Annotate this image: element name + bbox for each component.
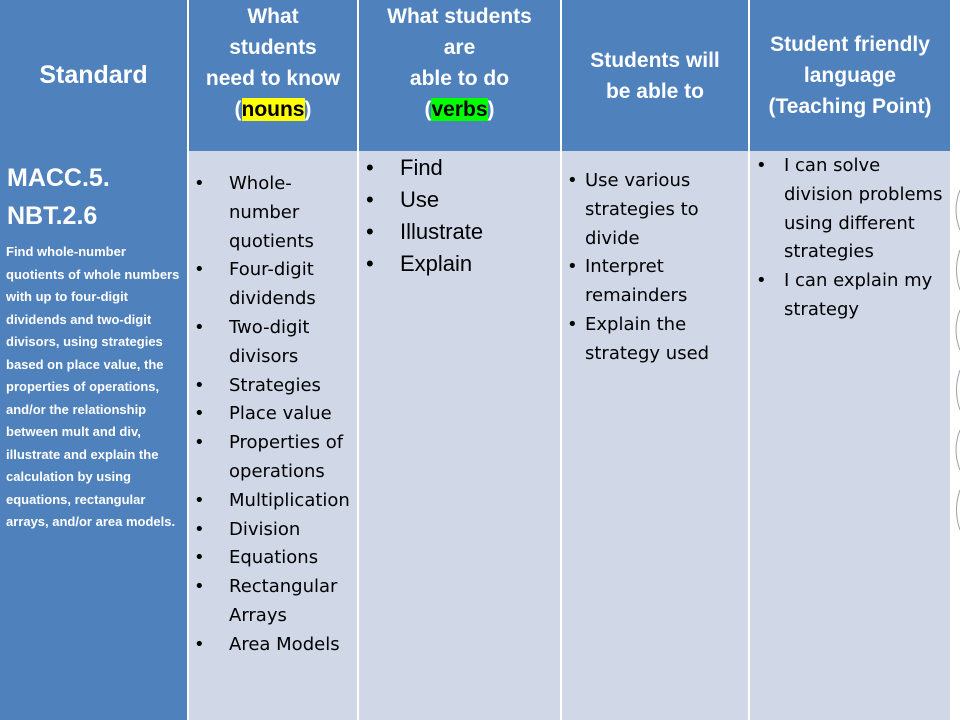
paren-open: (	[234, 97, 242, 121]
header-will-be-able-line1: Students will	[590, 48, 720, 72]
list-item: • Four-digit dividends	[229, 256, 353, 314]
nouns-cell	[189, 151, 357, 720]
header-student-friendly-line2: language	[803, 64, 897, 87]
header-need-to-know-line4	[206, 94, 340, 125]
paren-close: )	[304, 97, 312, 121]
verbs-highlight: verbs	[431, 97, 488, 121]
able-to-list	[585, 167, 745, 369]
list-item: • Properties of operations	[229, 429, 353, 487]
header-student-friendly-line3: (Teaching Point)	[768, 95, 932, 118]
verbs-cell	[359, 151, 560, 720]
paren-close: )	[487, 97, 495, 121]
list-item: • Strategies	[229, 372, 353, 401]
list-item: • Interpret remainders	[585, 253, 745, 311]
header-able-to-do-line2: are	[443, 35, 476, 59]
list-item: • I can explain my strategy	[784, 267, 946, 325]
header-able-to-do-line1: What students	[387, 4, 532, 28]
header-able-to-do-line4	[387, 94, 532, 125]
list-item: • Use various strategies to divide	[585, 167, 745, 253]
paren-open: (	[424, 97, 432, 121]
header-need-to-know-line2: students	[229, 35, 317, 59]
decorative-pattern	[952, 150, 960, 550]
standard-description: Find whole-number quotients of whole numbers with up to four-digit dividends and two-digit divisors, using strategies based on place value, the properties of operations, and/or the relationship between mult and div, illustrate and explain the calculation by using equations, rectangular arrays, and/or area models.	[6, 244, 180, 529]
header-able-to-do	[359, 0, 560, 151]
list-item: • Two-digit divisors	[229, 314, 353, 372]
list-item: • Rectangular Arrays	[229, 573, 353, 631]
list-item: • Whole-number quotients	[229, 170, 353, 256]
header-need-to-know-text	[205, 4, 341, 125]
header-standard	[0, 0, 187, 151]
list-item: • Use	[400, 184, 550, 216]
header-need-to-know-line1: What	[247, 4, 299, 28]
standard-code	[7, 159, 110, 235]
header-need-to-know-line3: need to know	[205, 66, 341, 90]
list-item: • Place value	[229, 400, 353, 429]
header-will-be-able-line2: be able to	[605, 79, 704, 103]
header-student-friendly-text	[769, 29, 932, 122]
header-will-be-able-text	[590, 45, 720, 107]
able-to-cell	[562, 151, 748, 720]
verbs-list	[400, 152, 550, 280]
nouns-list	[229, 170, 353, 660]
teaching-point-list	[784, 152, 946, 325]
header-need-to-know	[189, 0, 357, 151]
list-item: • Explain the strategy used	[585, 311, 745, 369]
nouns-highlight: nouns	[241, 97, 305, 121]
list-item: • Find	[400, 152, 550, 184]
list-item: • Illustrate	[400, 216, 550, 248]
list-item: • Equations	[229, 544, 353, 573]
teaching-point-cell	[750, 151, 950, 720]
standard-cell	[0, 151, 187, 720]
standard-code-line2: NBT.2.6	[7, 202, 98, 230]
standard-code-line1: MACC.5.	[7, 164, 110, 192]
header-standard-label: Standard	[39, 61, 148, 89]
list-item: • Division	[229, 516, 353, 545]
list-item: • I can solve division problems using different strategies	[784, 152, 946, 267]
list-item: • Multiplication	[229, 487, 353, 516]
list-item: • Explain	[400, 248, 550, 280]
header-student-friendly	[750, 0, 950, 151]
header-able-to-do-line3: able to do	[409, 66, 510, 90]
header-able-to-do-text	[387, 4, 532, 125]
header-student-friendly-line1: Student friendly	[770, 33, 930, 56]
header-will-be-able	[562, 0, 748, 151]
list-item: • Area Models	[229, 631, 353, 660]
